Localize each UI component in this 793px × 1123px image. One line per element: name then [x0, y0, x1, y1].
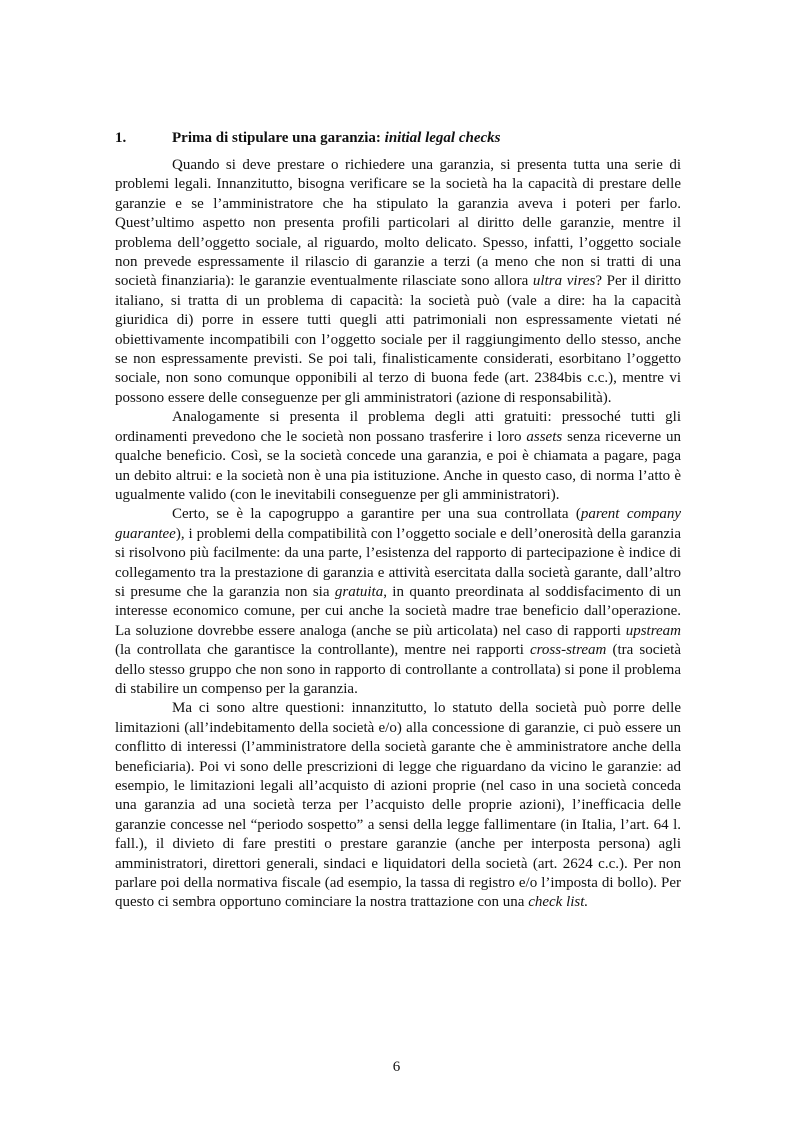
italic-run: parent company guarantee	[115, 506, 681, 542]
text-run: (la controllata che garantisce la controllante), mentre nei rapporti	[115, 642, 530, 659]
text-run: , in quanto preordinata al soddisfacimento di un interesse economico comune, per cui anche la società madre trae beneficio dall’operazione. La soluzione dovrebbe essere analoga (anche se più articolata) nel caso di rapporti	[115, 583, 681, 639]
paragraph	[115, 505, 681, 699]
italic-run: assets	[526, 428, 563, 445]
body-text	[115, 156, 681, 913]
page-number: 6	[392, 1059, 401, 1075]
section-heading	[115, 129, 681, 148]
section-number: 1.	[115, 130, 127, 146]
text-run: Ma ci sono altre questioni: innanzitutto, lo statuto della società può porre delle limitazioni (all’indebitamento della società e/o) alla concessione di garanzie, ci può essere un conflitto di interessi (l’amministratore della società garante che è amministratore anche della beneficiaria). Poi vi sono delle prescrizioni di legge che riguardano da vicino le garanzie: ad esempio, le limitazioni legali all’acquisto di azioni proprie (nel caso in una società conceda una garanzia ad una società terza per l’acquisto delle proprie azioni), l’inefficacia delle garanzie concesse nel “periodo sospetto” a sensi della legge fallimentare (in Italia, l’art. 64 l. fall.), il divieto di fare prestiti o prestare garanzie (anche per interposta persona) agli amministratori, direttori generali, sindaci e liquidatori della società (art. 2624 c.c.). Per non parlare poi della normativa fiscale (ad esempio, la tassa di registro e/o l’imposta di bollo). Per questo ci sembra opportuno cominciare la nostra trattazione con una	[115, 700, 681, 911]
italic-run: upstream	[625, 622, 681, 639]
text-run: (tra società dello stesso gruppo che non sono in rapporto di controllante a controllata) si pone il problema di stabilire un compenso per la garanzia.	[115, 642, 682, 697]
section-title-italic: initial legal checks	[384, 130, 501, 146]
text-run: ? Per il diritto italiano, si tratta di un problema di capacità: la società può (vale a dire: ha la capacità giuridica di) porre in essere tutti quegli atti patrimoniali non espressamente vietati né obiettivamente incompatibili con l’oggetto sociale per il raggiungimento dello stesso, anche se non espressamente previsti. Se poi tali, finalisticamente considerati, esorbitano l’oggetto sociale, non sono comunque opponibili al terzo di buona fede (art. 2384bis c.c.), mentre vi possono essere delle conseguenze per gli amministratori (azione di responsabilità).	[115, 273, 681, 406]
italic-run: ultra vires	[532, 273, 596, 290]
paragraph	[115, 408, 681, 505]
text-run: senza riceverne un qualche beneficio. Così, se la società concede una garanzia, e poi è chiamata a pagare, paga un debito altrui: e la società non è una pia istituzione. Anche in questo caso, di norma l’atto è ugualmente valido (con le inevitabili conseguenze per gli amministratori).	[115, 428, 681, 503]
italic-run: check list.	[528, 894, 589, 911]
text-run: ), i problemi della compatibilità con l’oggetto sociale e dell’onerosità della garanzia si risolvono più facilmente: da una parte, l’esistenza del rapporto di partecipazione è indice di collegamento tra la prestazione di garanzia e attività esercitata dalla società garante, dall’altro si presume che la garanzia non sia	[115, 525, 681, 600]
text-run: Certo, se è la capogruppo a garantire per una sua controllata (	[172, 506, 581, 523]
paragraph	[115, 699, 681, 912]
italic-run: gratuita	[334, 583, 384, 600]
section-title: Prima di stipulare una garanzia:	[172, 130, 385, 146]
text-run: Analogamente si presenta il problema degli atti gratuiti: pressoché tutti gli ordinamenti prevedono che le società non possano trasferire i loro	[115, 409, 681, 445]
text-run: Quando si deve prestare o richiedere una garanzia, si presenta tutta una serie di problemi legali. Innanzitutto, bisogna verificare se la società ha la capacità di prestare delle garanzie e se l’amministratore che ha stipulato la garanzia aveva i poteri per farlo. Quest’ultimo aspetto non presenta profili particolari al diritto delle garanzie, mentre il problema dell’oggetto sociale, al riguardo, molto delicato. Spesso, infatti, l’oggetto sociale non prevede espressamente il rilascio di garanzie a terzi (a meno che non si tratti di una società finanziaria): le garanzie eventualmente rilasciate sono allora	[115, 157, 681, 290]
paragraph	[115, 156, 681, 408]
italic-run: cross-stream	[529, 642, 607, 659]
